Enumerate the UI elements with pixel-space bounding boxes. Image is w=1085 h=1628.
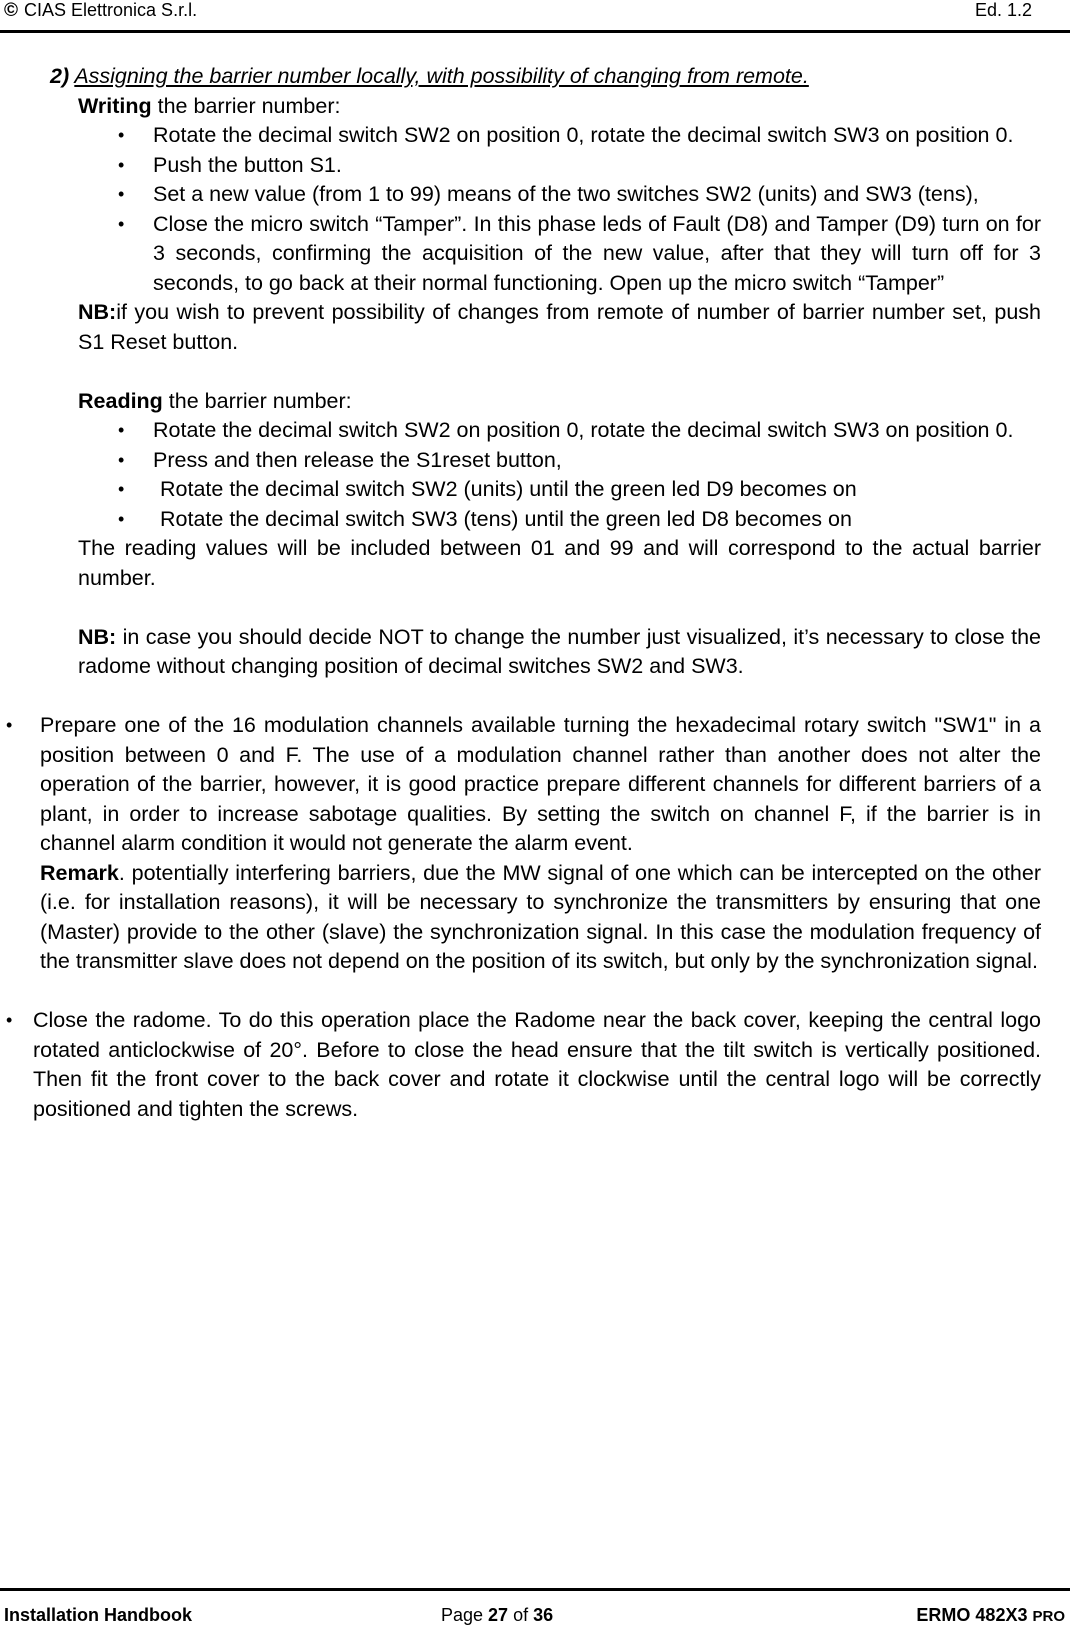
product-name: ERMO 482X3: [916, 1605, 1033, 1625]
reading-steps-cont: [0, 475, 1085, 534]
nb-label: NB:: [78, 300, 117, 324]
section-title: Assigning the barrier number locally, with possibility of changing from remote.: [74, 64, 809, 88]
reading-step-text: Rotate the decimal switch SW3 (tens) until the green led D8 becomes on: [160, 506, 852, 531]
bullet-icon: •: [118, 154, 125, 175]
company-name: CIAS Elettronica S.r.l.: [24, 0, 198, 20]
nb-text: in case you should decide NOT to change the number just visualized, it’s necessary to close the radome without changing position of decimal switches SW2 and SW3.: [78, 624, 1041, 678]
reading-step-text: Rotate the decimal switch SW2 (units) until the green led D9 becomes on: [160, 477, 857, 501]
reading-intro: [78, 387, 1041, 417]
writing-label: Writing: [78, 93, 152, 118]
bullet-icon: •: [118, 508, 125, 529]
footer-product: [916, 1605, 1065, 1626]
list-item: [0, 505, 1085, 535]
modulation-item: [0, 711, 1085, 977]
list-item: [0, 210, 1085, 299]
nb-text: if you wish to prevent possibility of changes from remote of number of barrier number set, push S1 Reset button.: [78, 300, 1041, 354]
reading-step-text: Press and then release the S1reset button,: [153, 447, 562, 472]
page-content: [0, 62, 1085, 1124]
writing-step-text: Rotate the decimal switch SW2 on position 0, rotate the decimal switch SW3 on position 0.: [153, 123, 1014, 147]
list-item: [0, 121, 1085, 151]
writing-step-text: Close the micro switch “Tamper”. In this phase leds of Fault (D8) and Tamper (D9) turn on for 3 seconds, confirming the acquisition of the new value, after that they will turn off for 3 seconds, to go back at their normal functioning. Open up the micro switch “Tamper”: [153, 211, 1041, 295]
bullet-icon: •: [118, 449, 125, 470]
remark-text: . potentially interfering barriers, due the MW signal of one which can be intercepted on the other (i.e. for installation reasons), it will be necessary to synchronize the transmitters by ensuring that one (Master) provide to the other (slave) the synchronization signal. In this case the modulation frequency of the transmitter slave does not depend on the position of its switch, but only by the synchronization signal.: [40, 860, 1041, 973]
copyright-icon: ©: [4, 0, 18, 21]
bullet-icon: •: [6, 715, 13, 735]
bullet-icon: •: [118, 125, 125, 145]
bullet-icon: •: [118, 184, 125, 204]
radome-item: [0, 1006, 1085, 1124]
modulation-text: Prepare one of the 16 modulation channels available turning the hexadecimal rotary switch "SW1" in a position between 0 and F. The use of a modulation channel rather than another does not alter the operation of the barrier, however, it is good practice prepare different channels for different barriers of a plant, in order to increase sabotage qualities. By setting the switch on channel F, if the barrier is in channel alarm condition it would not generate the alarm event.: [40, 713, 1041, 855]
edition-label: Ed. 1.2: [974, 0, 1032, 20]
nb-label: NB:: [78, 624, 117, 649]
writing-steps: [0, 121, 1085, 298]
reading-step-text: Rotate the decimal switch SW2 on position 0, rotate the decimal switch SW3 on position 0.: [153, 418, 1014, 442]
product-suffix: PRO: [1032, 1608, 1065, 1625]
bullet-icon: •: [118, 479, 125, 499]
page-footer: [0, 1588, 1070, 1627]
radome-text: Close the radome. To do this operation place the Radome near the back cover, keeping the central logo rotated anticlockwise of 20°. Before to close the head ensure that the tilt switch is vertically positioned. Then fit the front cover to the back cover and rotate it clockwise until the central logo will be correctly positioned and tighten the screws.: [33, 1008, 1041, 1121]
page-total: 36: [533, 1605, 554, 1625]
reading-steps: [0, 416, 1085, 475]
page-word: Page: [441, 1605, 489, 1625]
section-heading: [50, 62, 1085, 92]
section-number: 2): [50, 64, 70, 88]
writing-step-text: Push the button S1.: [153, 152, 342, 177]
page-number: [441, 1605, 553, 1626]
list-item: [0, 475, 1085, 505]
bullet-icon: •: [118, 213, 125, 234]
writing-note: [78, 298, 1041, 357]
writing-intro: [78, 92, 1041, 122]
page-current: 27: [488, 1605, 509, 1625]
remark-label: Remark: [40, 860, 119, 885]
list-item: [0, 180, 1085, 210]
writing-step-text: Set a new value (from 1 to 99) means of the two switches SW2 (units) and SW3 (tens),: [153, 182, 979, 206]
list-item: [0, 151, 1085, 181]
list-item: [0, 446, 1085, 476]
list-item: [0, 416, 1085, 446]
modulation-remark: [40, 859, 1041, 977]
footer-handbook: Installation Handbook: [4, 1605, 193, 1625]
reading-intro-text: the barrier number:: [162, 388, 352, 413]
reading-label: Reading: [78, 388, 163, 413]
reading-note: [78, 623, 1041, 682]
of-word: of: [508, 1605, 534, 1625]
header-company: [4, 0, 197, 22]
page-header: [0, 0, 1070, 33]
bullet-icon: •: [118, 420, 125, 440]
writing-intro-text: the barrier number:: [151, 93, 341, 118]
reading-result: The reading values will be included between 01 and 99 and will correspond to the actual barrier number.: [78, 536, 1041, 590]
bullet-icon: •: [6, 1010, 13, 1030]
